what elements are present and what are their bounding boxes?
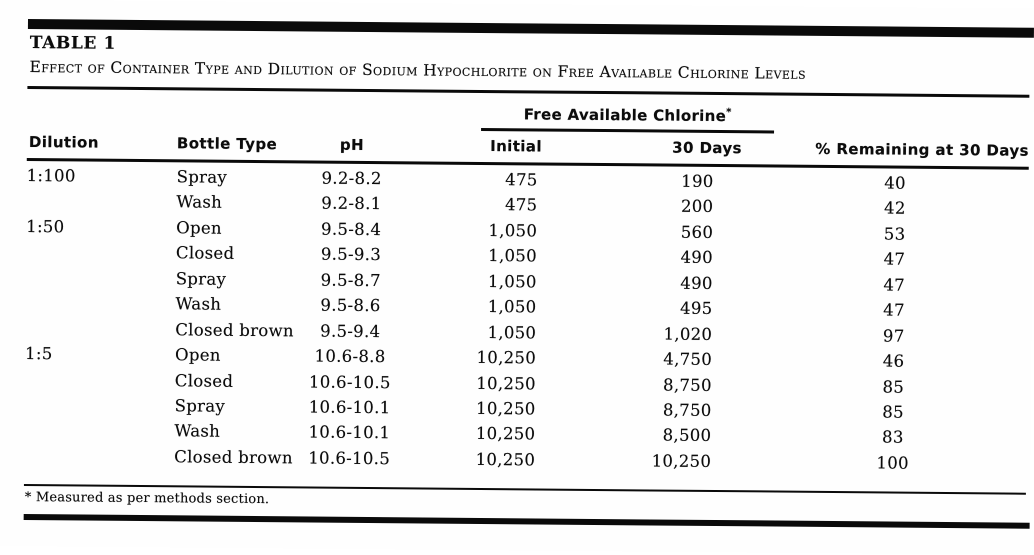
cell-bottle-type: Spray <box>174 396 226 416</box>
column-header-ph: pH <box>339 135 365 154</box>
cell-pct-remaining: 47 <box>883 300 905 320</box>
cell-ph: 10.6-10.5 <box>308 371 391 392</box>
cell-pct-remaining: 85 <box>882 402 904 422</box>
column-header-bottle-type: Bottle Type <box>176 134 278 154</box>
cell-dilution <box>25 379 175 380</box>
cell-dilution <box>26 252 176 253</box>
cell-30-days: 8,500 <box>662 425 712 446</box>
cell-initial: 475 <box>505 170 538 190</box>
span-header-footnote-marker: * <box>726 107 732 119</box>
column-header-30-days: 30 Days <box>672 138 742 158</box>
table-footnote: * Measured as per methods section. <box>24 489 270 508</box>
cell-dilution <box>24 456 174 457</box>
cell-ph: 9.5-8.6 <box>320 295 381 316</box>
cell-dilution: 1:5 <box>25 344 53 364</box>
cell-ph: 9.5-9.4 <box>320 321 381 341</box>
column-header-initial: Initial <box>490 137 542 156</box>
cell-bottle-type: Wash <box>174 421 221 442</box>
cell-bottle-type: Spray <box>176 167 228 187</box>
cell-bottle-type: Spray <box>175 269 227 289</box>
cell-initial: 10,250 <box>475 424 536 444</box>
cell-ph: 9.5-9.3 <box>320 244 382 265</box>
cell-initial: 10,250 <box>476 347 537 368</box>
cell-dilution <box>24 430 174 431</box>
cell-ph: 9.2-8.2 <box>321 168 382 189</box>
cell-30-days: 495 <box>680 298 713 319</box>
cell-30-days: 490 <box>680 248 714 268</box>
cell-ph: 9.5-8.7 <box>320 270 381 290</box>
cell-pct-remaining: 85 <box>882 376 905 397</box>
caption-rule <box>27 86 1029 98</box>
cell-30-days: 190 <box>681 171 714 191</box>
column-header-dilution: Dilution <box>28 133 99 152</box>
cell-initial: 1,050 <box>487 322 537 343</box>
top-thick-rule <box>28 19 1034 38</box>
cell-pct-remaining: 46 <box>882 351 905 371</box>
cell-dilution: 1:50 <box>26 216 65 237</box>
cell-ph: 10.6-10.1 <box>308 422 391 443</box>
table-caption: Effect of Container Type and Dilution of Sodium Hypochlorite on Free Available Chlorine Levels <box>29 58 807 83</box>
cell-pct-remaining: 100 <box>876 453 909 473</box>
column-header-pct-remaining: % Remaining at 30 Days <box>815 139 1029 160</box>
cell-initial: 1,050 <box>487 271 537 292</box>
table-title: TABLE 1 <box>29 33 117 54</box>
cell-initial: 1,050 <box>487 297 537 317</box>
cell-ph: 9.5-8.4 <box>321 219 382 239</box>
cell-initial: 1,050 <box>488 246 538 266</box>
cell-pct-remaining: 42 <box>883 198 906 219</box>
span-header-label: Free Available Chlorine <box>523 105 727 126</box>
cell-30-days: 4,750 <box>663 349 713 370</box>
cell-bottle-type: Wash <box>176 192 223 213</box>
cell-pct-remaining: 47 <box>883 249 906 269</box>
cell-dilution <box>25 328 175 329</box>
cell-pct-remaining: 97 <box>882 326 905 346</box>
cell-30-days: 1,020 <box>663 324 713 344</box>
cell-30-days: 560 <box>680 222 714 242</box>
cell-30-days: 10,250 <box>651 451 712 471</box>
cell-bottle-type: Open <box>176 218 222 238</box>
cell-30-days: 200 <box>680 197 714 217</box>
cell-ph: 10.6-10.5 <box>308 448 391 468</box>
cell-dilution <box>26 277 176 278</box>
cell-initial: 475 <box>504 195 538 215</box>
cell-30-days: 8,750 <box>663 375 712 395</box>
cell-30-days: 8,750 <box>662 400 712 420</box>
cell-bottle-type: Wash <box>175 294 222 314</box>
cell-pct-remaining: 40 <box>884 173 906 193</box>
cell-initial: 10,250 <box>475 398 536 419</box>
cell-bottle-type: Open <box>175 345 221 365</box>
cell-dilution <box>25 405 175 406</box>
cell-pct-remaining: 47 <box>883 275 906 295</box>
cell-bottle-type: Closed brown <box>174 447 293 468</box>
cell-pct-remaining: 53 <box>883 224 906 244</box>
cell-ph: 9.2-8.1 <box>321 194 382 214</box>
cell-dilution <box>26 201 176 202</box>
cell-bottle-type: Closed <box>174 370 234 391</box>
cell-30-days: 490 <box>680 273 713 293</box>
cell-initial: 10,250 <box>475 449 536 470</box>
cell-bottle-type: Closed <box>175 243 235 264</box>
cell-initial: 10,250 <box>476 373 536 393</box>
cell-pct-remaining: 83 <box>881 427 904 448</box>
cell-bottle-type: Closed brown <box>175 319 294 340</box>
cell-dilution: 1:100 <box>26 165 76 186</box>
cell-dilution <box>26 303 176 304</box>
bottom-thick-rule <box>24 514 1030 529</box>
span-header-free-available-chlorine <box>481 104 774 127</box>
cell-initial: 1,050 <box>488 220 538 241</box>
cell-ph: 10.6-8.8 <box>314 346 386 367</box>
table-body <box>24 163 1029 477</box>
cell-ph: 10.6-10.1 <box>308 397 391 418</box>
